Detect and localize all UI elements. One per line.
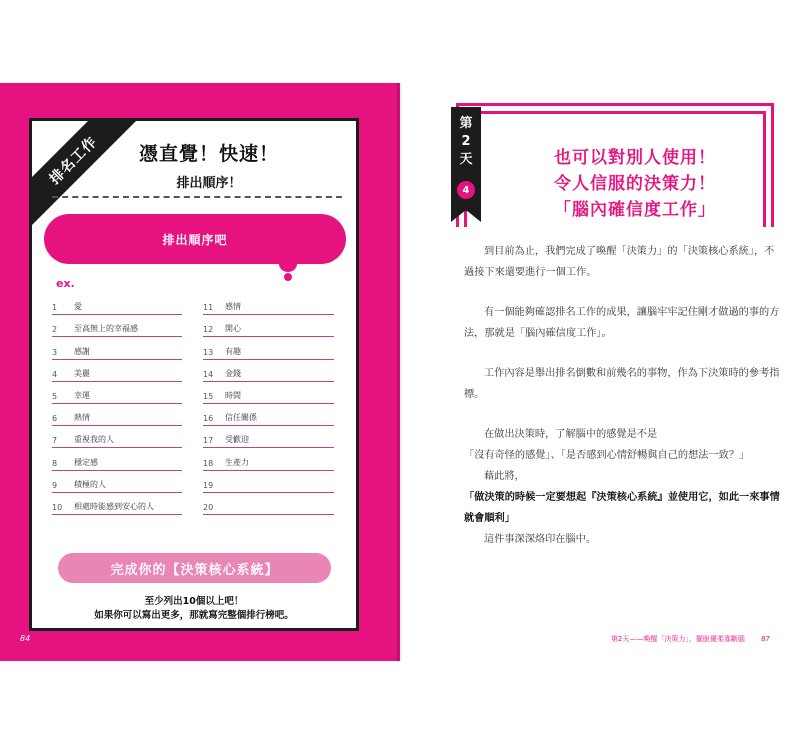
ranking-row bbox=[203, 315, 334, 337]
ranking-number: 7 bbox=[52, 436, 58, 446]
bubble-tail-dot-small bbox=[284, 273, 292, 281]
body-text bbox=[464, 241, 780, 550]
book-spine-shadow bbox=[397, 83, 403, 661]
ranking-item-text: 相處時能感到安心的人 bbox=[74, 501, 154, 511]
ranking-number: 20 bbox=[203, 502, 214, 512]
example-label: ex. bbox=[56, 277, 75, 290]
ranking-item-text: 時間 bbox=[225, 390, 241, 400]
book-spread bbox=[0, 83, 800, 661]
running-footer bbox=[611, 634, 770, 644]
paragraph-4b: 「沒有奇怪的感覺」、「是否感到心情舒暢與自己的想法一致？」 bbox=[464, 450, 750, 461]
ranking-row bbox=[52, 426, 182, 448]
ranking-number: 9 bbox=[52, 480, 58, 490]
ranking-row bbox=[203, 293, 334, 315]
card-title-line1: 憑直覺！快速！ bbox=[138, 143, 279, 165]
speech-bubble bbox=[44, 214, 346, 264]
ranking-number: 11 bbox=[203, 303, 214, 313]
ranking-row bbox=[52, 315, 182, 337]
running-footer-text: 第2天——喚醒「決策力」，擺脫優柔寡斷腦 bbox=[610, 635, 745, 643]
ranking-item-text: 美麗 bbox=[74, 368, 90, 378]
worksheet-card bbox=[29, 118, 359, 631]
ranking-number: 13 bbox=[203, 347, 214, 357]
bubble-tail-dot bbox=[279, 256, 297, 272]
ranking-row bbox=[203, 426, 334, 448]
ranking-number: 16 bbox=[203, 414, 214, 424]
card-title bbox=[32, 139, 356, 191]
ranking-row bbox=[203, 360, 334, 382]
left-page bbox=[0, 83, 400, 661]
day-label-char: 2 bbox=[461, 134, 471, 149]
day-label bbox=[451, 115, 481, 169]
ranking-number: 5 bbox=[52, 391, 58, 401]
ranking-number: 6 bbox=[52, 414, 58, 424]
ranking-row bbox=[203, 404, 334, 426]
paragraph-4e: 這件事深深烙印在腦中。 bbox=[484, 534, 597, 545]
ranking-row bbox=[203, 382, 334, 404]
ranking-row bbox=[52, 293, 182, 315]
ranking-row bbox=[52, 337, 182, 359]
day-badge: 4 bbox=[457, 181, 475, 199]
ranking-row bbox=[52, 471, 182, 493]
ranking-item-text: 受歡迎 bbox=[225, 435, 249, 445]
ranking-list-right bbox=[203, 293, 334, 515]
ranking-item-text: 積極的人 bbox=[74, 479, 106, 489]
ranking-number: 17 bbox=[203, 436, 214, 446]
ranking-row bbox=[52, 382, 182, 404]
ranking-row bbox=[52, 404, 182, 426]
ranking-number: 14 bbox=[203, 369, 214, 379]
ranking-row bbox=[52, 448, 182, 470]
day-label-chars bbox=[451, 115, 481, 169]
ranking-row bbox=[203, 448, 334, 470]
ranking-number: 12 bbox=[203, 325, 214, 335]
card-title-line2: 排出順序！ bbox=[176, 176, 242, 191]
card-footer bbox=[32, 595, 356, 623]
dashed-divider bbox=[52, 196, 342, 198]
ranking-row bbox=[203, 337, 334, 359]
ranking-item-text: 感情 bbox=[225, 302, 241, 312]
chapter-heading bbox=[490, 145, 780, 223]
ranking-number: 10 bbox=[52, 502, 63, 512]
ranking-row bbox=[52, 493, 182, 515]
paragraph-1: 到目前為止，我們完成了喚醒「決策力」的「決策核心系統」，不過接下來還要進行一個工作。 bbox=[464, 246, 775, 278]
ribbon-label: 排名工作 bbox=[46, 133, 101, 188]
complete-system-text: 完成你的【決策核心系統】 bbox=[110, 562, 279, 578]
ranking-item-text: 幸運 bbox=[74, 390, 90, 400]
paragraph-4d-emphasis: 「做決策的時候一定要想起『決策核心系統』並使用它，如此一來事情就會順利」 bbox=[464, 492, 780, 524]
ranking-row bbox=[203, 493, 334, 515]
ranking-number: 3 bbox=[52, 347, 58, 357]
ranking-number: 2 bbox=[52, 325, 58, 335]
heading-line1: 也可以對別人使用！ bbox=[554, 148, 716, 168]
card-footer-line2: 如果你可以寫出更多，那就寫完整個排行榜吧。 bbox=[94, 610, 294, 621]
ranking-item-text: 至高無上的幸福感 bbox=[74, 324, 138, 334]
day-label-char: 第 bbox=[459, 116, 473, 131]
speech-bubble-text: 排出順序吧 bbox=[162, 232, 228, 247]
card-footer-line1: 至少列出10個以上吧！ bbox=[144, 596, 244, 607]
ranking-item-text: 有趣 bbox=[225, 346, 241, 356]
paragraph-4a: 在做出決策時，了解腦中的感覺是不是 bbox=[484, 429, 658, 440]
ranking-item-text: 生產力 bbox=[225, 457, 249, 467]
page-number-right: 87 bbox=[761, 635, 770, 643]
ranking-number: 8 bbox=[52, 458, 58, 468]
paragraph-3: 工作內容是舉出排名倒數和前幾名的事物，作為下決策時的參考指標。 bbox=[464, 368, 780, 400]
ranking-item-text: 重視我的人 bbox=[74, 435, 114, 445]
ranking-item-text: 開心 bbox=[225, 324, 241, 334]
ranking-item-text: 愛 bbox=[74, 302, 82, 312]
ranking-number: 15 bbox=[203, 391, 214, 401]
heading-line2: 令人信服的決策力！ bbox=[554, 174, 716, 194]
ranking-row bbox=[203, 471, 334, 493]
ranking-item-text: 金錢 bbox=[225, 368, 241, 378]
ranking-list-left bbox=[52, 293, 182, 515]
ranking-item-text: 信任關係 bbox=[225, 413, 257, 423]
heading-line3: 「腦內確信度工作」 bbox=[554, 200, 716, 220]
day-tag-notch bbox=[451, 210, 481, 222]
ranking-number: 4 bbox=[52, 369, 58, 379]
page-number-left: 84 bbox=[20, 634, 31, 643]
day-label-char: 天 bbox=[459, 152, 473, 167]
ranking-item-text: 熱情 bbox=[74, 413, 90, 423]
ranking-item-text: 穩定感 bbox=[74, 457, 98, 467]
ranking-number: 19 bbox=[203, 480, 214, 490]
paragraph-2: 有一個能夠確認排名工作的成果，讓腦牢牢記住剛才做過的事的方法，那就是「腦內確信度工作」。 bbox=[464, 307, 780, 339]
ranking-number: 18 bbox=[203, 458, 214, 468]
complete-system-banner bbox=[58, 553, 331, 583]
right-page bbox=[400, 83, 800, 661]
ranking-number: 1 bbox=[52, 303, 58, 313]
ranking-row bbox=[52, 360, 182, 382]
ranking-item-text: 感謝 bbox=[74, 346, 90, 356]
paragraph-4c: 藉此將， bbox=[484, 471, 525, 482]
